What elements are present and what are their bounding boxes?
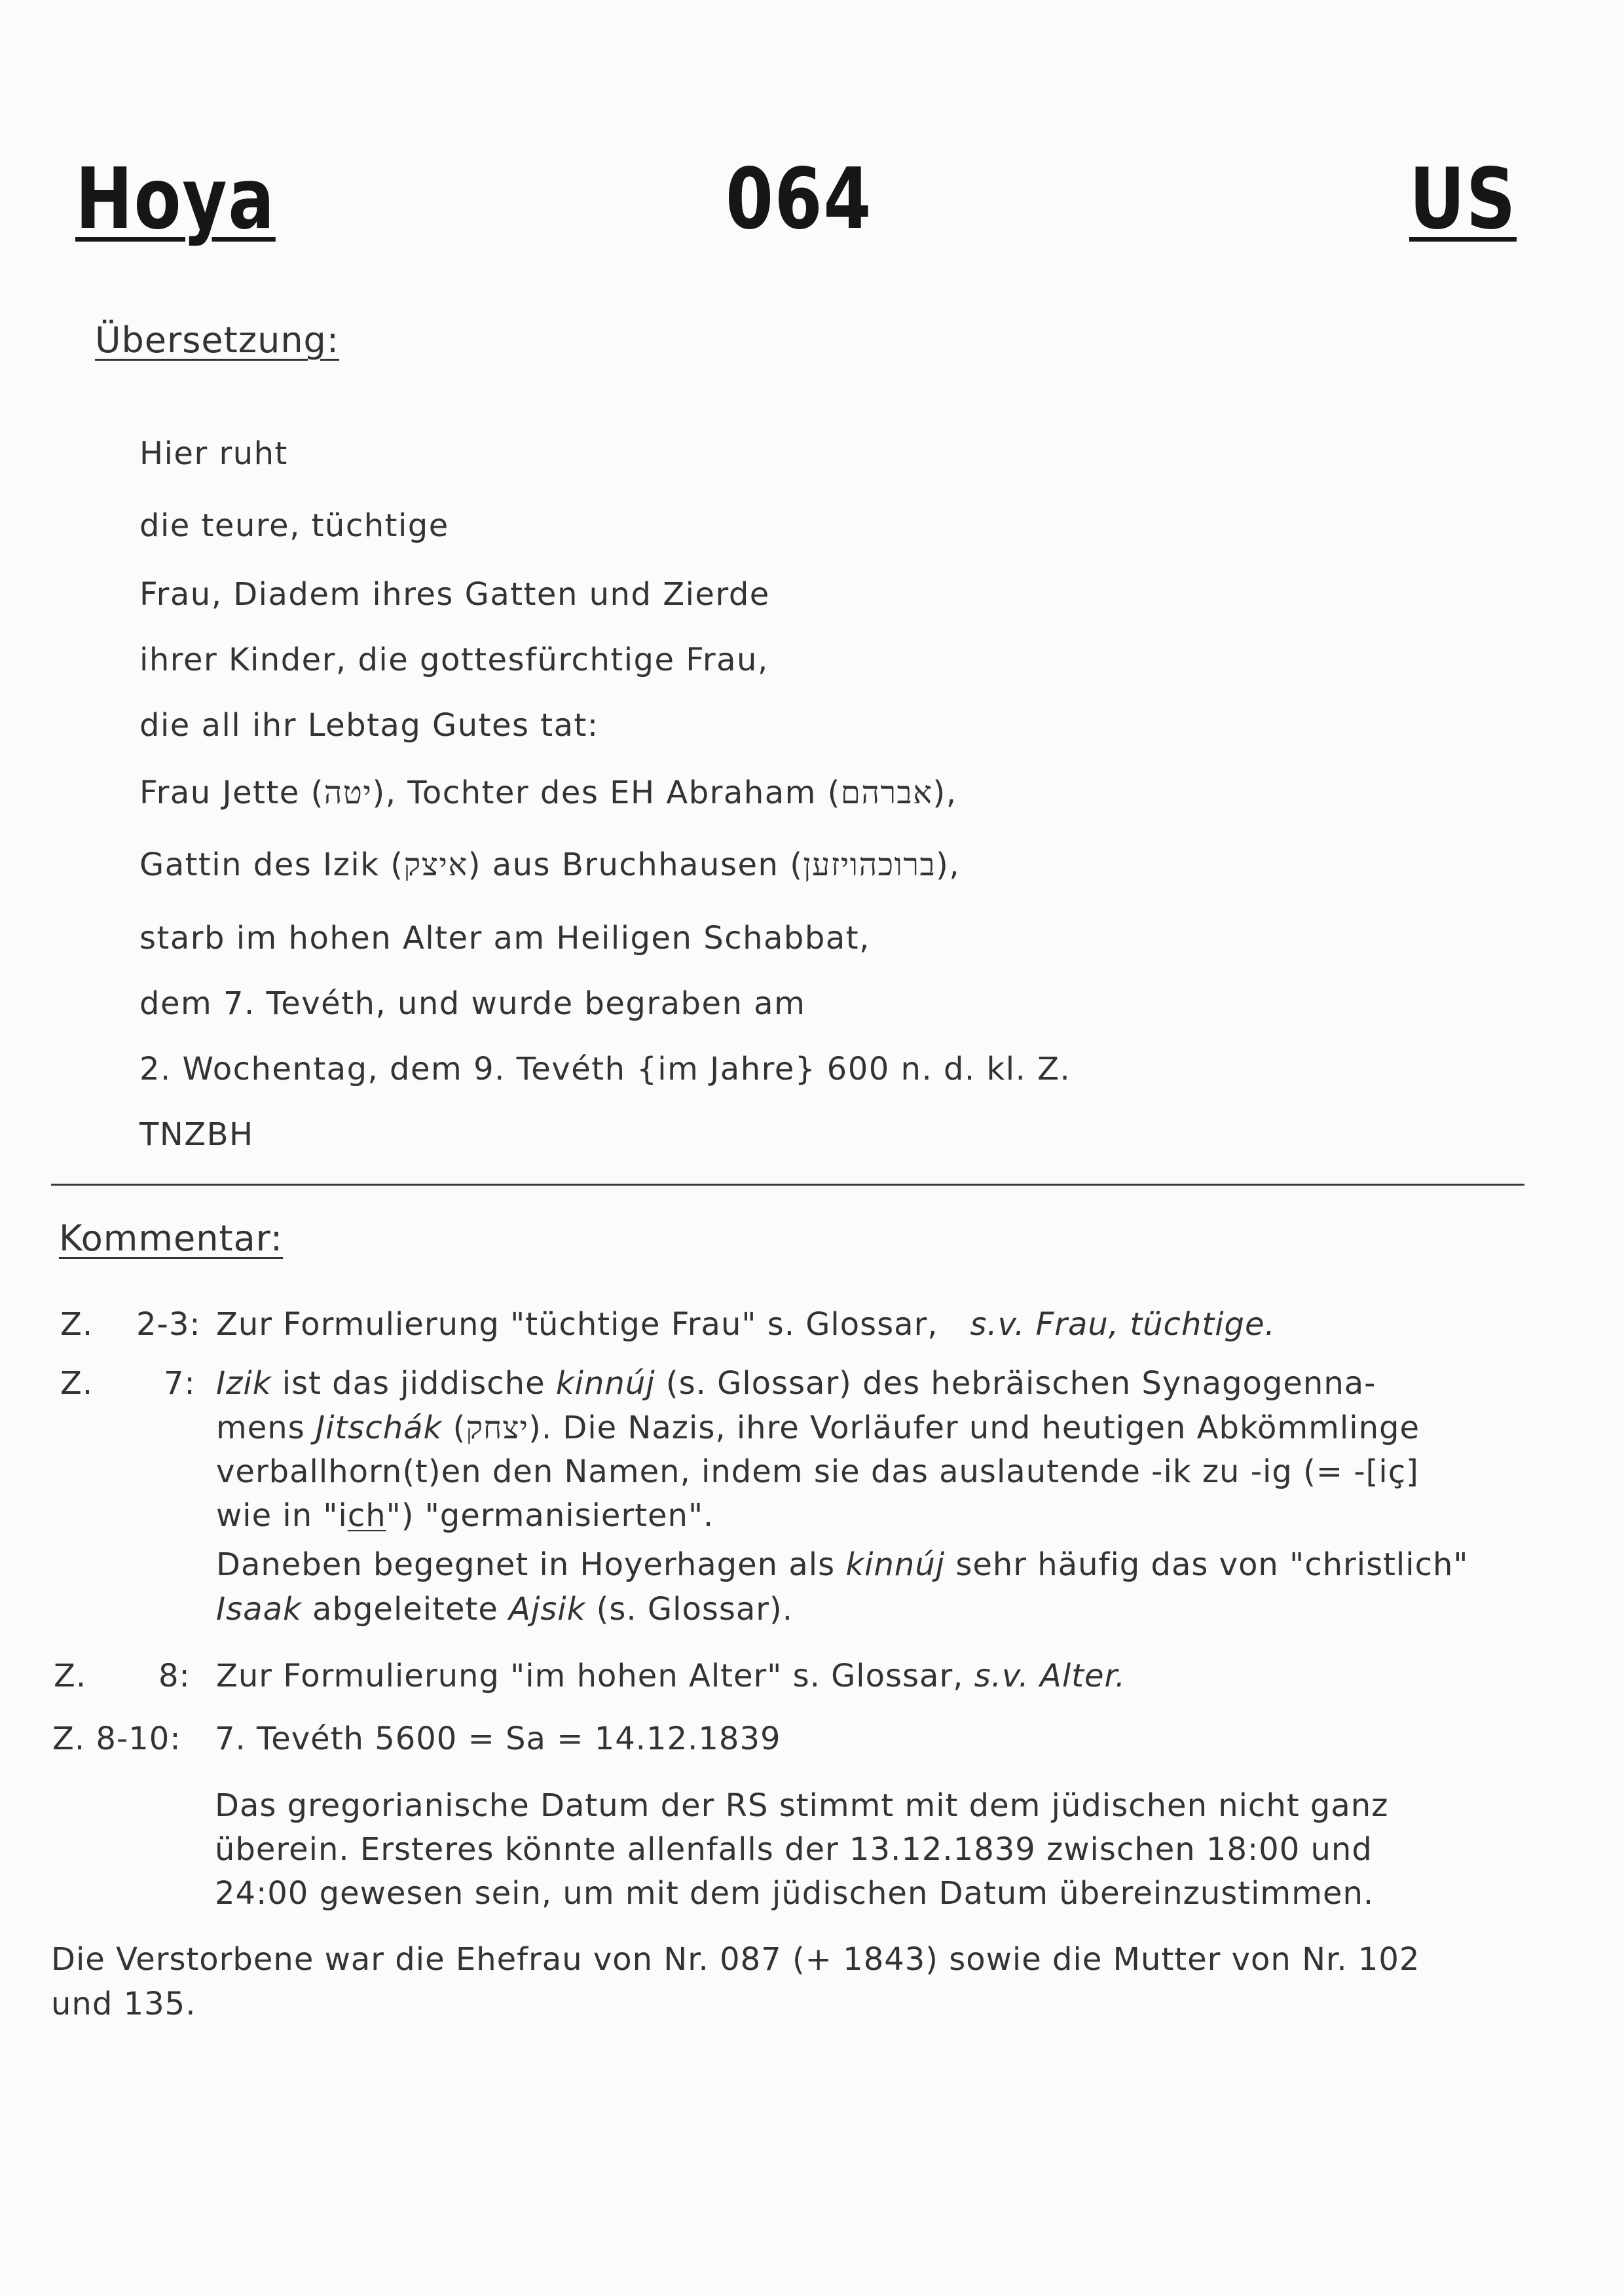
date-equation: 7. Tevéth 5600 = Sa = 14.12.1839 [215,1721,781,1757]
text-segment: wie in "i [216,1497,348,1534]
text-segment: ") "germanisierten". [386,1497,714,1534]
text-segment: Daneben begegnet in Hoyerhagen als [216,1546,846,1583]
text-segment: ist das jiddische [271,1365,556,1402]
comment-text: 24:00 gewesen sein, um mit dem jüdischen Datum übereinzustimmen. [215,1875,1375,1912]
line-text: TNZBH [139,1116,254,1153]
line-text: Frau, Diadem ihres Gatten und Zierde [139,576,770,613]
text-segment: Ajsik [509,1591,586,1628]
glossary-reference: s.v. Alter. [974,1658,1126,1694]
comment-ref: 7: [164,1365,196,1402]
line-text [139,847,960,883]
line-text: ihrer Kinder, die gottesfürchtige Frau, [139,642,769,678]
comment-text [216,1591,793,1628]
comment-ref: 8: [158,1658,191,1694]
text-segment: ), [932,774,957,811]
header-title-left: Hoya [75,151,276,248]
line-text: 2. Wochentag, dem 9. Tevéth {im Jahre} 600 n. d. kl. Z. [139,1051,1071,1087]
glossary-reference: s.v. Frau, tüchtige. [970,1306,1276,1343]
comment-label: Z. [54,1658,87,1694]
hebrew-name: ברוכהויזען [803,847,936,883]
text-segment: sehr häufig das von "christlich" [945,1546,1469,1583]
line-text: die teure, tüchtige [139,507,449,544]
text-segment: kinnúj [555,1365,655,1402]
text-segment: Jitschák [315,1410,443,1446]
comment-text: verballhorn(t)en den Namen, indem sie das auslautende -ik zu -ig (= -[iç] [216,1453,1419,1490]
comment-text [216,1410,1420,1446]
text-segment: ), Tochter des EH Abraham ( [372,774,841,811]
text-segment: abgeleitete [301,1591,509,1628]
translation-heading: Übersetzung: [95,319,340,361]
text-segment: Zur Formulierung "im hohen Alter" s. Glossar, [216,1658,964,1694]
hebrew-name: יטה [323,774,373,811]
hebrew-name: איצק [403,847,468,883]
comment-text: überein. Ersteres könnte allenfalls der 13.12.1839 zwischen 18:00 und [215,1831,1373,1868]
closing-note: und 135. [51,1986,196,2022]
line-text: starb im hohen Alter am Heiligen Schabbat, [139,920,870,957]
text-segment: Zur Formulierung "tüchtige Frau" s. Glossar, [216,1306,938,1343]
text-segment: ) aus Bruchhausen ( [468,847,803,883]
text-segment: Frau Jette ( [139,774,324,811]
text-segment: (s. Glossar). [585,1591,793,1628]
text-segment: ), [936,847,961,883]
text-segment: (s. Glossar) des hebräischen Synagogenna- [655,1365,1376,1402]
comment-label: Z. [60,1365,94,1402]
hebrew-name: אברהם [840,774,933,811]
text-segment: mens [216,1410,316,1446]
comment-text [216,1546,1468,1583]
comment-ref: 2-3: [136,1306,201,1343]
line-text: Hier ruht [139,435,288,472]
comment-text [216,1497,714,1534]
text-segment: Isaak [216,1591,302,1628]
text-segment: ( [442,1410,466,1446]
hebrew-name: יצחק [466,1410,529,1446]
comment-text [216,1306,1276,1343]
comment-text: Das gregorianische Datum der RS stimmt mit dem jüdischen nicht ganz [215,1787,1389,1824]
comment-label: Z. 8-10: [52,1721,181,1757]
line-text: dem 7. Tevéth, und wurde begraben am [139,985,806,1022]
line-text [139,774,957,811]
comment-label: Z. [60,1306,94,1343]
header-code-right: US [1409,151,1517,248]
comment-text [216,1365,1376,1402]
text-segment: ). Die Nazis, ihre Vorläufer und heutigen Abkömmlinge [528,1410,1420,1446]
comment-text [216,1658,1126,1694]
text-segment: Izik [216,1365,272,1402]
section-divider [51,1184,1524,1186]
header-document-number: 064 [726,151,873,248]
line-text: die all ihr Lebtag Gutes tat: [139,707,599,744]
text-segment: kinnúj [845,1546,946,1583]
text-segment: Gattin des Izik ( [139,847,404,883]
commentary-heading: Kommentar: [59,1218,284,1259]
closing-note: Die Verstorbene war die Ehefrau von Nr. 087 (+ 1843) sowie die Mutter von Nr. 102 [51,1941,1420,1978]
text-segment: ch [347,1497,386,1534]
